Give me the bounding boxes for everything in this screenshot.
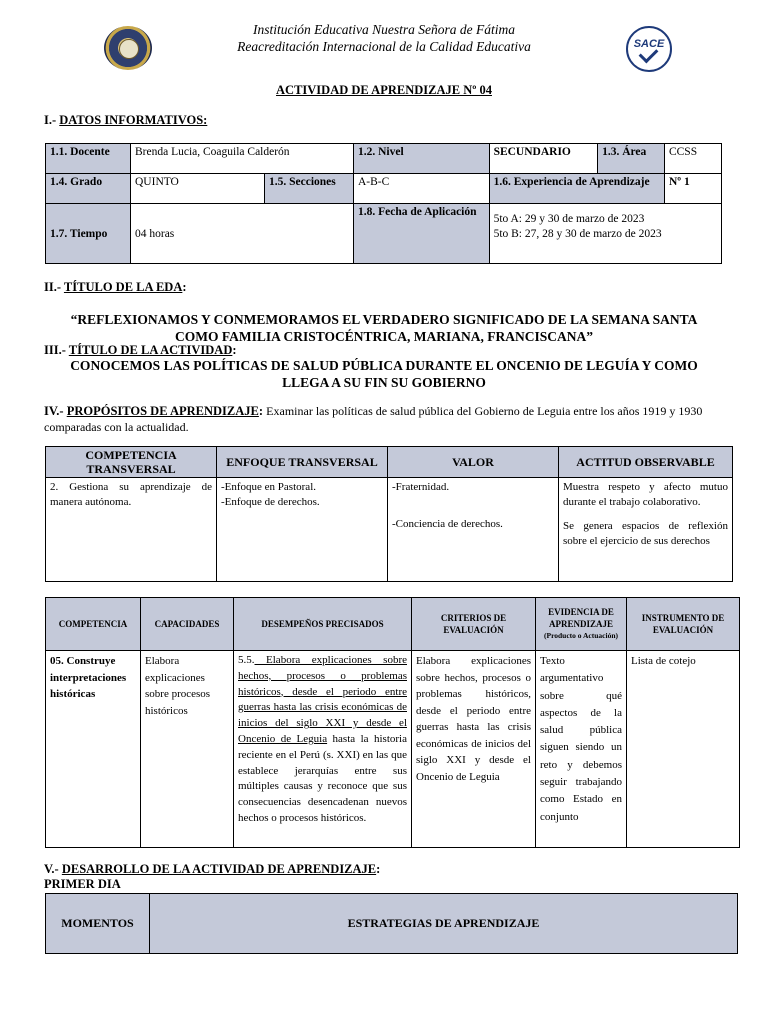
secciones-value: A-B-C [354, 174, 490, 204]
evidencia-value: Texto argumentativo sobre qué aspectos de la salud pública siguen siendo un reto y debemos seguir trabajando como Estado en conjunto [536, 651, 627, 848]
header-competencia-transversal: COMPETENCIA TRANSVERSAL [46, 447, 217, 478]
criterios-value: Elabora explicaciones sobre hechos, procesos o problemas históricos, desde el periodo entre guerras hasta las crisis económicas de inicios del siglo XXI y desde el Oncenio de Leguia [412, 651, 536, 848]
institution-name: Institución Educativa Nuestra Señora de Fátima [252, 22, 516, 37]
header-estrategias: ESTRATEGIAS DE APRENDIZAJE [150, 894, 738, 954]
header-capacidades: CAPACIDADES [141, 598, 234, 651]
eda-title: “REFLEXIONAMOS Y CONMEMORAMOS EL VERDADERO SIGNIFICADO DE LA SEMANA SANTA COMO FAMILIA CRISTOCÉNTRICA, MARIANA, FRANCISCANA” [70, 312, 698, 344]
experiencia-value: Nº 1 [665, 174, 722, 204]
section-5-heading: V.- DESARROLLO DE LA ACTIVIDAD DE APRENDIZAJE: [44, 862, 381, 876]
header-criterios: CRITERIOS DE EVALUACIÓN [412, 598, 536, 651]
instrumento-value: Lista de cotejo [627, 651, 740, 848]
fecha-values: 5to A: 29 y 30 de marzo de 2023 5to B: 27, 28 y 30 de marzo de 2023 [489, 204, 721, 264]
competencia-transversal-value: 2. Gestiona su aprendizaje de manera autónoma. [46, 478, 217, 582]
section-2-heading: II.- TÍTULO DE LA EDA: [44, 280, 187, 294]
valor-values: -Fraternidad. -Conciencia de derechos. [388, 478, 559, 582]
competencias-table [45, 597, 740, 848]
header-desempenos: DESEMPEÑOS PRECISADOS [234, 598, 412, 651]
purpose-paragraph: IV.- PROPÓSITOS DE APRENDIZAJE: Examinar las políticas de salud pública del Gobierno de Leguia entre los años 1919 y 1930 comparadas con la actualidad. [44, 404, 703, 434]
header-momentos: MOMENTOS [46, 894, 150, 954]
header-valor: VALOR [388, 447, 559, 478]
header-evidencia: EVIDENCIA DE APRENDIZAJE (Producto o Actuación) [536, 598, 627, 651]
grado-label: 1.4. Grado [46, 174, 131, 204]
activity-title: ACTIVIDAD DE APRENDIZAJE Nº 04 [276, 83, 492, 97]
enfoque-values: -Enfoque en Pastoral. -Enfoque de derechos. [217, 478, 388, 582]
section-1-heading: I.- DATOS INFORMATIVOS: [44, 113, 208, 127]
secciones-label: 1.5. Secciones [265, 174, 354, 204]
accreditation-logo: SACE [626, 26, 672, 72]
experiencia-label: 1.6. Experiencia de Aprendizaje [489, 174, 664, 204]
transversal-table [45, 446, 733, 582]
area-label: 1.3. Área [598, 144, 665, 174]
docente-label: 1.1. Docente [46, 144, 131, 174]
capacidades-value: Elabora explicaciones sobre procesos históricos [141, 651, 234, 848]
area-value: CCSS [664, 144, 721, 174]
activity-name: CONOCEMOS LAS POLÍTICAS DE SALUD PÚBLICA DURANTE EL ONCENIO DE LEGUÍA Y COMO LLEGA A SU FIN SU GOBIERNO [70, 358, 698, 390]
docente-value: Brenda Lucia, Coaguila Calderón [131, 144, 354, 174]
competencia-value: 05. Construye interpretaciones históricas [46, 651, 141, 848]
nivel-label: 1.2. Nivel [354, 144, 490, 174]
header-competencia: COMPETENCIA [46, 598, 141, 651]
fecha-label: 1.8. Fecha de Aplicación [354, 204, 490, 264]
tiempo-label: 1.7. Tiempo [46, 204, 131, 264]
day-label: PRIMER DIA [44, 877, 121, 891]
header-instrumento: INSTRUMENTO DE EVALUACIÓN [627, 598, 740, 651]
info-table [45, 143, 722, 264]
nivel-value: SECUNDARIO [489, 144, 598, 174]
grado-value: QUINTO [131, 174, 265, 204]
actitud-values: Muestra respeto y afecto mutuo durante el trabajo colaborativo. Se genera espacios de reflexión sobre el ejercicio de sus derechos [559, 478, 733, 582]
accreditation-line: Reacreditación Internacional de la Calidad Educativa [237, 39, 531, 54]
section-3-heading: III.- TÍTULO DE LA ACTIVIDAD: [44, 343, 237, 357]
header-actitud-observable: ACTITUD OBSERVABLE [559, 447, 733, 478]
header-enfoque-transversal: ENFOQUE TRANSVERSAL [217, 447, 388, 478]
desempeno-value: 5.5. Elabora explicaciones sobre hechos, procesos o problemas históricos, desde el periodo entre guerras hasta las crisis económicas de inicios del siglo XXI y desde el Oncenio de Leguia hasta la historia reciente en el Perú (s. XXI) en las que establece jerarquías entre sus múltiples causas y reconoce que sus consecuencias desencadenan nuevos hechos o procesos históricos. [234, 651, 412, 848]
moments-table [45, 893, 738, 954]
tiempo-value: 04 horas [131, 204, 354, 264]
